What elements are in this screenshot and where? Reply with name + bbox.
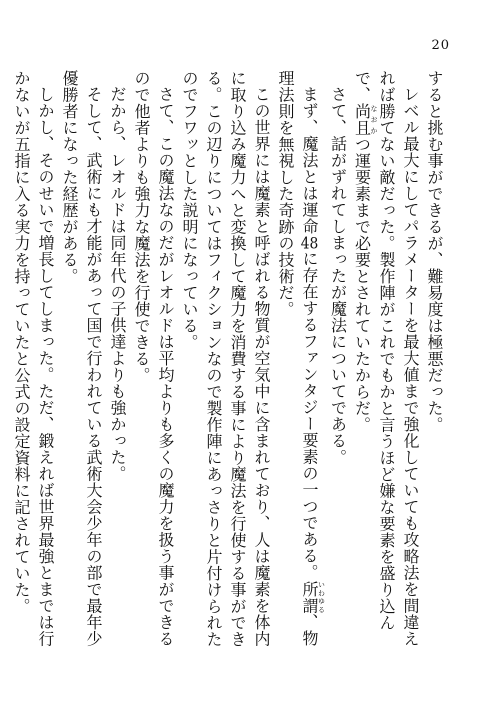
paragraph-9: しかし、そのせいで増長してしまった。ただ、鍛えれば世界最強とまでは行かないが五指に入る実力を持っていたと公式の設定資料に記されていた。	[12, 70, 55, 647]
ruby-iwayuru: 所謂いわゆる	[300, 580, 326, 614]
paragraph-1: すると挑む事ができるが、難易度は極悪だった。	[425, 70, 444, 433]
paragraph-7: だから、レオルドは同年代の子供達よりも強かった。	[108, 86, 127, 482]
paragraph-5: この世界には魔素と呼ばれる物質が空気中に含まれており、人は魔素を体内に取り込み魔力へと変換して魔力を消費する事により魔法を行使する事ができる。この辺りについてはフィクションなので製作陣にあっさりと片付けられたのでフワッとした説明になっている。	[180, 70, 271, 648]
paragraph-3: さて、話がずれてしまったが魔法についてである。	[328, 86, 348, 466]
paragraph-2	[350, 70, 423, 655]
text-body	[12, 70, 446, 655]
ruby-naoka: 尚且なおか	[352, 103, 378, 136]
number-48: 48	[300, 234, 319, 251]
paragraph-6: さて、この魔法なのだがレオルドは平均よりも多くの魔力を扱う事ができるので他者よりも強力な魔法を行使できる。	[132, 70, 175, 647]
paragraph-4: まず、魔法とは運命48に存在するファンタジー要素の一つである。所謂いわゆる、物理法則を無視した奇跡の技術だ。	[276, 70, 326, 647]
paragraph-2-text: レベル最大にしてパラメーターを最大値まで強化していても攻略法を間違えれば勝てない敵だった。製作陣がこれでもかと言うほど嫌な要素を盛り込んで、	[352, 70, 420, 647]
page-number: 20	[431, 38, 450, 53]
paragraph-2-text-end: つ運要素まで必要とされていたからだ。	[352, 136, 372, 433]
paragraph-8: そして、武術にも才能があって国で行われている武術大会少年の部で最年少優勝者になった経歴がある。	[60, 70, 103, 647]
